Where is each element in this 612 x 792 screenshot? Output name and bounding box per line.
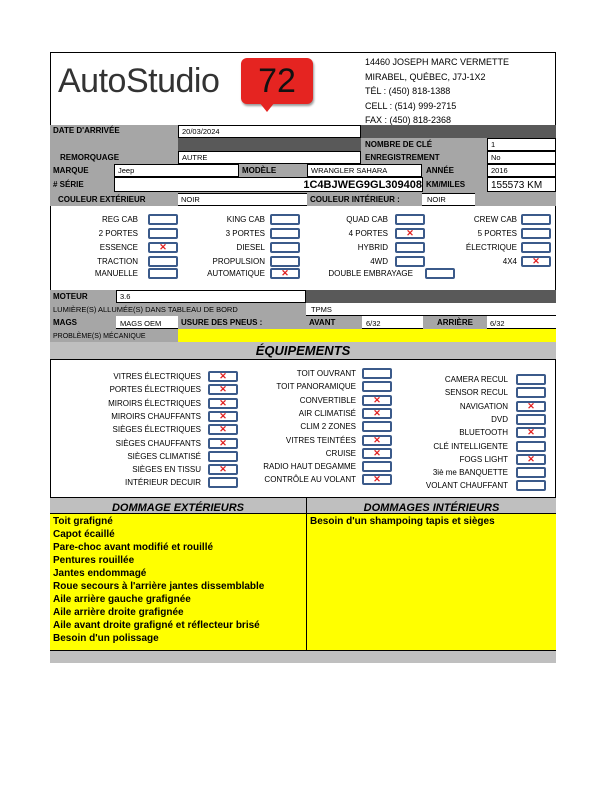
equipment-label: VITRES ÉLECTRIQUES bbox=[113, 372, 201, 381]
x-mark-icon: ✕ bbox=[219, 411, 227, 421]
serial-label: # SÉRIE bbox=[53, 180, 84, 189]
rear-value: 6/32 bbox=[490, 319, 505, 328]
equipment-label: SENSOR RECUL bbox=[444, 388, 508, 397]
x-mark-icon: ✕ bbox=[219, 438, 227, 448]
equipment-checkbox[interactable] bbox=[208, 477, 238, 488]
keys-label: NOMBRE DE CLÉ bbox=[365, 140, 433, 149]
exterior-damage-title: DOMMAGE EXTÉRIEURS bbox=[111, 502, 244, 514]
make-value: Jeep bbox=[114, 164, 239, 177]
equipment-label: SIÈGES ÉLECTRIQUES bbox=[112, 425, 201, 434]
km-value: 155573 KM bbox=[487, 177, 556, 192]
rear-label: ARRIÈRE bbox=[437, 318, 474, 327]
option-checkbox[interactable] bbox=[425, 268, 455, 279]
int-color-value: NOIR bbox=[427, 195, 446, 204]
equipment-label: TOIT OUVRANT bbox=[296, 369, 356, 378]
equipment-label: SIÈGES EN TISSU bbox=[132, 465, 201, 474]
exterior-damage-list[interactable] bbox=[50, 514, 306, 650]
towing-label: REMORQUAGE bbox=[60, 153, 120, 162]
option-label: PROPULSION bbox=[212, 257, 265, 266]
equipment-checkbox[interactable] bbox=[208, 424, 238, 435]
equipment-label: MIROIRS CHAUFFANTS bbox=[111, 412, 201, 421]
equipment-label: 3iè me BANQUETTE bbox=[432, 468, 508, 477]
x-mark-icon: ✕ bbox=[159, 242, 167, 252]
equipment-label: VITRES TEINTÉES bbox=[285, 436, 356, 445]
equipment-checkbox[interactable] bbox=[362, 461, 392, 472]
option-checkbox[interactable] bbox=[270, 268, 300, 279]
x-mark-icon: ✕ bbox=[281, 268, 289, 278]
equipment-checkbox[interactable] bbox=[208, 411, 238, 422]
option-checkbox[interactable] bbox=[521, 256, 551, 267]
x-mark-icon: ✕ bbox=[373, 395, 381, 405]
equipment-label: CAMERA RECUL bbox=[444, 375, 508, 384]
logo-number: 72 bbox=[258, 61, 296, 100]
mags-label: MAGS bbox=[53, 318, 77, 327]
km-label: KM/MILES bbox=[426, 180, 466, 189]
equipment-checkbox[interactable] bbox=[362, 435, 392, 446]
equipment-label: INTÉRIEUR DECUIR bbox=[124, 478, 201, 487]
option-label: AUTOMATIQUE bbox=[207, 269, 265, 278]
serial-value: 1C4BJWEG9GL309408 bbox=[303, 179, 422, 191]
exterior-damage-item: Besoin d'un polissage bbox=[53, 633, 159, 644]
interior-damage-item: Besoin d'un shampoing tapis et sièges bbox=[310, 516, 495, 527]
front-label: AVANT bbox=[309, 318, 336, 327]
option-label: TRACTION bbox=[97, 257, 138, 266]
option-checkbox[interactable] bbox=[270, 256, 300, 267]
interior-damage-header bbox=[307, 498, 556, 513]
equipment-checkbox[interactable] bbox=[208, 464, 238, 475]
ext-color-label: COULEUR EXTÉRIEUR bbox=[58, 195, 146, 204]
equipment-title: ÉQUIPEMENTS bbox=[255, 343, 351, 358]
x-mark-icon: ✕ bbox=[373, 474, 381, 484]
towing-value: AUTRE bbox=[178, 151, 361, 164]
logo-badge-tail bbox=[259, 102, 275, 112]
exterior-damage-item: Roue secours à l'arrière jantes dissemblable bbox=[53, 581, 265, 592]
equipment-checkbox[interactable] bbox=[516, 467, 546, 478]
tire-wear-label: USURE DES PNEUS : bbox=[181, 318, 263, 327]
mech-value-field[interactable] bbox=[178, 329, 556, 342]
x-mark-icon: ✕ bbox=[406, 228, 414, 238]
registration-label: ENREGISTREMENT bbox=[365, 153, 440, 162]
equipment-label: AIR CLIMATISÉ bbox=[298, 409, 356, 418]
lights-label: LUMIÈRE(S) ALLUMÉE(S) DANS TABLEAU DE BORD bbox=[53, 305, 238, 314]
equipment-checkbox[interactable] bbox=[516, 454, 546, 465]
option-checkbox[interactable] bbox=[395, 214, 425, 225]
option-checkbox[interactable] bbox=[521, 242, 551, 253]
equipment-checkbox[interactable] bbox=[362, 381, 392, 392]
equipment-checkbox[interactable] bbox=[516, 414, 546, 425]
equipment-label: CRUISE bbox=[325, 449, 356, 458]
ext-color-value: NOIR bbox=[181, 195, 200, 204]
x-mark-icon: ✕ bbox=[219, 398, 227, 408]
option-checkbox[interactable] bbox=[270, 214, 300, 225]
option-checkbox[interactable] bbox=[148, 228, 178, 239]
row1-dark-fill bbox=[361, 125, 556, 138]
equipment-label: TOIT PANORAMIQUE bbox=[276, 382, 356, 391]
x-mark-icon: ✕ bbox=[219, 464, 227, 474]
exterior-damage-item: Toit grafigné bbox=[53, 516, 113, 527]
option-checkbox[interactable] bbox=[148, 256, 178, 267]
equipment-checkbox[interactable] bbox=[208, 438, 238, 449]
x-mark-icon: ✕ bbox=[219, 384, 227, 394]
motor-value: 3.6 bbox=[116, 290, 306, 303]
option-label: 4 PORTES bbox=[348, 229, 388, 238]
equipment-checkbox[interactable] bbox=[516, 441, 546, 452]
option-checkbox[interactable] bbox=[521, 214, 551, 225]
option-checkbox[interactable] bbox=[521, 228, 551, 239]
exterior-damage-item: Aile arrière gauche grafignée bbox=[53, 594, 191, 605]
x-mark-icon: ✕ bbox=[532, 256, 540, 266]
address-line2: MIRABEL, QUÉBEC, J7J-1X2 bbox=[365, 71, 486, 82]
option-label: MANUELLE bbox=[94, 269, 138, 278]
equipment-checkbox[interactable] bbox=[516, 374, 546, 385]
make-label: MARQUE bbox=[53, 166, 89, 175]
equipment-label: FOGS LIGHT bbox=[459, 455, 508, 464]
option-label: DIESEL bbox=[236, 243, 265, 252]
option-label: 5 PORTES bbox=[477, 229, 517, 238]
keys-value: 1 bbox=[487, 138, 556, 151]
x-mark-icon: ✕ bbox=[527, 401, 535, 411]
equipment-label: CLÉ INTELLIGENTE bbox=[433, 442, 508, 451]
option-label: 4WD bbox=[370, 257, 388, 266]
equipment-checkbox[interactable] bbox=[516, 401, 546, 412]
equipment-label: SIÈGES CHAUFFANTS bbox=[115, 439, 201, 448]
equipment-label: CONTRÔLE AU VOLANT bbox=[264, 475, 356, 484]
option-label: ESSENCE bbox=[99, 243, 138, 252]
equipment-checkbox[interactable] bbox=[362, 395, 392, 406]
equipment-checkbox[interactable] bbox=[516, 387, 546, 398]
option-checkbox[interactable] bbox=[148, 214, 178, 225]
equipment-label: NAVIGATION bbox=[459, 402, 508, 411]
equipment-checkbox[interactable] bbox=[362, 474, 392, 485]
equipment-checkbox[interactable] bbox=[208, 451, 238, 462]
x-mark-icon: ✕ bbox=[373, 408, 381, 418]
fax: FAX : (450) 818-2368 bbox=[365, 115, 452, 125]
x-mark-icon: ✕ bbox=[527, 454, 535, 464]
int-color-right-fill bbox=[475, 193, 556, 206]
option-label: QUAD CAB bbox=[346, 215, 388, 224]
equipment-checkbox[interactable] bbox=[516, 427, 546, 438]
arrival-value: 20/03/2024 bbox=[178, 125, 361, 138]
equipment-label: BLUETOOTH bbox=[459, 428, 508, 437]
interior-damage-list[interactable] bbox=[307, 514, 556, 650]
phone: TÉL : (450) 818-1388 bbox=[365, 86, 451, 96]
option-label: DOUBLE EMBRAYAGE bbox=[328, 269, 413, 278]
footer-bar bbox=[50, 650, 556, 663]
equipment-label: VOLANT CHAUFFANT bbox=[425, 481, 508, 490]
interior-damage-title: DOMMAGES INTÉRIEURS bbox=[363, 502, 500, 514]
exterior-damage-item: Jantes endommagé bbox=[53, 568, 147, 579]
logo-badge bbox=[241, 58, 313, 104]
equipment-checkbox[interactable] bbox=[208, 398, 238, 409]
equipment-checkbox[interactable] bbox=[208, 384, 238, 395]
equipment-checkbox[interactable] bbox=[362, 421, 392, 432]
option-checkbox[interactable] bbox=[270, 242, 300, 253]
int-color-label: COULEUR INTÉRIEUR : bbox=[310, 195, 400, 204]
motor-label: MOTEUR bbox=[53, 292, 88, 301]
equipment-label: MIROIRS ÉLECTRIQUES bbox=[108, 399, 201, 408]
equipment-checkbox[interactable] bbox=[208, 371, 238, 382]
equipment-checkbox[interactable] bbox=[516, 480, 546, 491]
option-checkbox[interactable] bbox=[395, 256, 425, 267]
x-mark-icon: ✕ bbox=[219, 371, 227, 381]
registration-value: No bbox=[487, 151, 556, 164]
option-label: 2 PORTES bbox=[98, 229, 138, 238]
row2-dark-fill bbox=[178, 138, 361, 151]
equipment-header bbox=[50, 342, 556, 360]
option-checkbox[interactable] bbox=[148, 268, 178, 279]
cell-phone: CELL : (514) 999-2715 bbox=[365, 100, 457, 111]
equipment-checkbox[interactable] bbox=[362, 408, 392, 419]
option-label: KING CAB bbox=[226, 215, 265, 224]
option-checkbox[interactable] bbox=[148, 242, 178, 253]
x-mark-icon: ✕ bbox=[373, 448, 381, 458]
option-checkbox[interactable] bbox=[395, 228, 425, 239]
equipment-label: SIÈGES CLIMATISÉ bbox=[127, 452, 201, 461]
mags-value: MAGS OEM bbox=[120, 319, 162, 328]
x-mark-icon: ✕ bbox=[373, 435, 381, 445]
arrival-label: DATE D'ARRIVÉE bbox=[53, 126, 120, 135]
option-label: HYBRID bbox=[357, 243, 388, 252]
model-label: MODÈLE bbox=[242, 166, 277, 175]
option-label: 3 PORTES bbox=[225, 229, 265, 238]
exterior-damage-item: Aile arrière droite grafignée bbox=[53, 607, 184, 618]
exterior-damage-item: Pentures rouillée bbox=[53, 555, 135, 566]
equipment-checkbox[interactable] bbox=[362, 368, 392, 379]
year-label: ANNÉE bbox=[426, 166, 455, 175]
option-label: CREW CAB bbox=[473, 215, 517, 224]
mech-label: PROBLÈME(S) MÉCANIQUE bbox=[53, 333, 146, 340]
exterior-damage-item: Aile avant droite grafigné et réflecteur brisé bbox=[53, 620, 260, 631]
equipment-checkbox[interactable] bbox=[362, 448, 392, 459]
model-value: WRANGLER SAHARA bbox=[307, 164, 422, 177]
x-mark-icon: ✕ bbox=[527, 427, 535, 437]
option-checkbox[interactable] bbox=[395, 242, 425, 253]
equipment-label: CONVERTIBLE bbox=[299, 396, 356, 405]
exterior-damage-item: Capot écaillé bbox=[53, 529, 115, 540]
company-address bbox=[365, 55, 509, 128]
option-label: REG CAB bbox=[101, 215, 138, 224]
equipment-label: CLIM 2 ZONES bbox=[300, 422, 356, 431]
exterior-damage-header bbox=[50, 498, 306, 513]
option-label: 4X4 bbox=[502, 257, 517, 266]
logo bbox=[58, 58, 318, 122]
x-mark-icon: ✕ bbox=[219, 424, 227, 434]
equipment-label: RADIO HAUT DEGAMME bbox=[263, 462, 356, 471]
address-line1: 14460 JOSEPH MARC VERMETTE bbox=[365, 57, 510, 67]
front-value: 6/32 bbox=[366, 319, 381, 328]
logo-text: AutoStudio bbox=[58, 62, 220, 100]
exterior-damage-item: Pare-choc avant modifié et rouillé bbox=[53, 542, 214, 553]
option-label: ÉLECTRIQUE bbox=[465, 243, 517, 252]
year-value: 2016 bbox=[487, 164, 556, 177]
option-checkbox[interactable] bbox=[270, 228, 300, 239]
equipment-label: PORTES ÉLECTRIQUES bbox=[109, 385, 201, 394]
tpms-label: TPMS bbox=[311, 305, 332, 314]
equipment-label: DVD bbox=[491, 415, 508, 424]
